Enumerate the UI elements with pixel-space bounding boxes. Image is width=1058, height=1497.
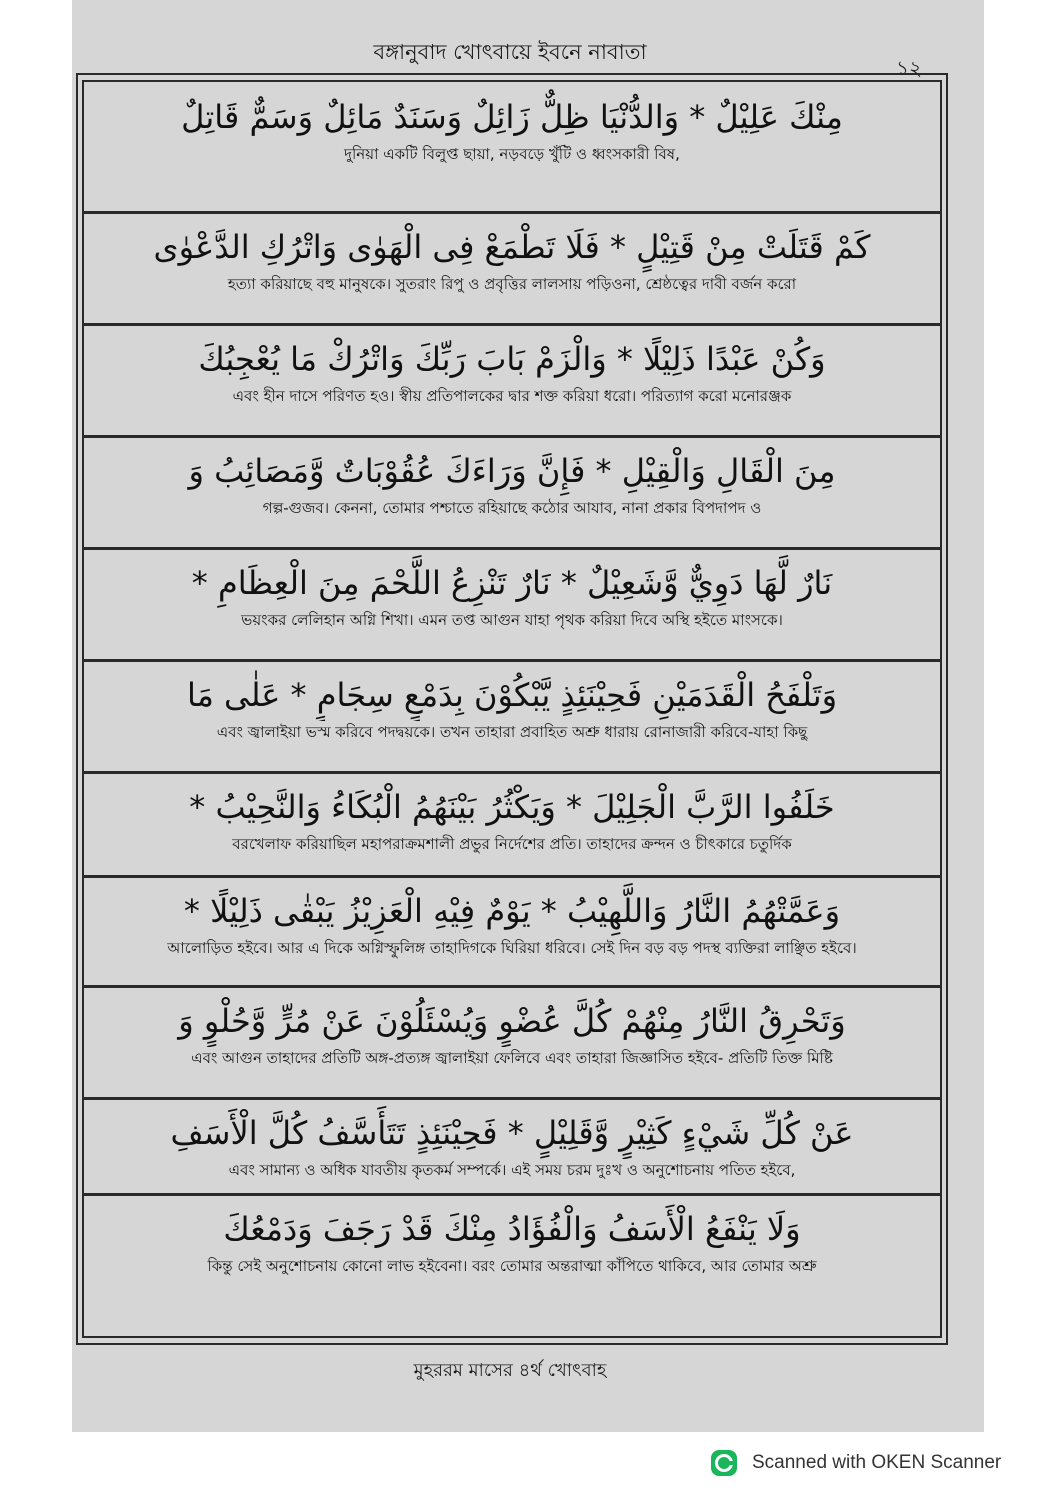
bengali-translation: এবং জ্বালাইয়া ভস্ম করিবে পদদ্বয়কে। তখন তাহারা প্রবাহিত অশ্রু ধারায় রোনাজারী করিবে-যাহা কিছু — [216, 723, 808, 742]
verse-block — [84, 662, 940, 774]
verse-block — [84, 326, 940, 438]
bengali-translation: এবং সামান্য ও অধিক যাবতীয় কৃতকর্ম সম্পর্কে। এই সময় চরম দুঃখ ও অনুশোচনায় পতিত হইবে, — [228, 1161, 796, 1180]
arabic-text: وَكُنْ عَبْدًا ذَلِيْلًا * وَالْزَمْ بَابَ رَبِّكَ وَاتْرُكْ مَا يُعْجِبُكَ — [198, 340, 826, 378]
scanner-logo-icon — [710, 1449, 738, 1477]
scanner-label: Scanned with OKEN Scanner — [752, 1452, 1002, 1473]
verse-block — [84, 774, 940, 878]
arabic-text: مِنْكَ عَلِيْلٌ * وَالدُّنْيَا ظِلٌّ زَائِلٌ وَسَنَدٌ مَائِلٌ وَسَمٌّ قَاتِلٌ — [181, 98, 843, 136]
arabic-text: عَنْ كُلِّ شَيْءٍ كَثِيْرٍ وَّقَلِيْلٍ * فَحِيْنَئِذٍ تَتَأَسَّفُ كُلَّ الْأَسَفِ — [170, 1114, 854, 1152]
scanner-watermark — [710, 1448, 1001, 1478]
verse-block — [84, 1196, 940, 1336]
verse-block — [84, 84, 940, 214]
arabic-text: وَتَحْرِقُ النَّارُ مِنْهُمْ كُلَّ عُضْوٍ وَيُسْئَلُوْنَ عَنْ مُرٍّ وَّحُلْوٍ وَ — [178, 1002, 846, 1040]
bengali-translation: গল্প-গুজব। কেননা, তোমার পশ্চাতে রহিয়াছে কঠোর আযাব, নানা প্রকার বিপদাপদ ও — [262, 499, 762, 518]
bengali-translation: আলোড়িত হইবে। আর এ দিকে অগ্নিস্ফুলিঙ্গ তাহাদিগকে ঘিরিয়া ধরিবে। সেই দিন বড় বড় পদস্থ ব্যক্তিরা লাঞ্ছিত হইবে। — [167, 939, 857, 958]
verse-block — [84, 214, 940, 326]
bengali-translation: হত্যা করিয়াছে বহু মানুষকে। সুতরাং রিপু ও প্রবৃত্তির লালসায় পড়িওনা, শ্রেষ্ঠত্বের দাবী বর্জন করো — [227, 275, 797, 294]
arabic-text: كَمْ قَتَلَتْ مِنْ قَتِيْلٍ * فَلَا تَطْمَعْ فِى الْهَوٰى وَاتْرُكِ الدَّعْوٰى — [153, 228, 871, 266]
arabic-text: خَلَفُوا الرَّبَّ الْجَلِيْلَ * وَيَكْثُرُ بَيْنَهُمُ الْبُكَاءُ وَالنَّحِيْبُ * — [189, 788, 835, 826]
bengali-translation: এবং আগুন তাহাদের প্রতিটি অঙ্গ-প্রত্যঙ্গ জ্বালাইয়া ফেলিবে এবং তাহারা জিজ্ঞাসিত হইবে- প্রতিটি তিক্ত মিষ্টি — [191, 1049, 833, 1068]
bengali-translation: ভয়ংকর লেলিহান অগ্নি শিখা। এমন তপ্ত আগুন যাহা পৃথক করিয়া দিবে অস্থি হইতে মাংসকে। — [241, 611, 783, 630]
verse-block — [84, 438, 940, 550]
page-number: ১২ — [896, 56, 922, 80]
verse-block — [84, 878, 940, 988]
running-footer: মুহররম মাসের ৪র্থ খোৎবাহ — [413, 1360, 607, 1381]
bengali-translation: কিন্তু সেই অনুশোচনায় কোনো লাভ হইবেনা। বরং তোমার অন্তরাত্মা কাঁপিতে থাকিবে, আর তোমার অশ্রু — [207, 1257, 817, 1276]
bengali-translation: দুনিয়া একটি বিলুপ্ত ছায়া, নড়বড়ে খুঁটি ও ধ্বংসকারী বিষ, — [344, 145, 680, 164]
arabic-text: وَتَلْفَحُ الْقَدَمَيْنِ فَحِيْنَئِذٍ يَّبْكُوْنَ بِدَمْعٍ سِجَامٍ * عَلٰى مَا — [186, 676, 838, 714]
bengali-translation: বরখেলাফ করিয়াছিল মহাপরাক্রমশালী প্রভুর নির্দেশের প্রতি। তাহাদের ক্রন্দন ও চীৎকারে চতুর্দিক — [232, 835, 792, 854]
arabic-text: وَعَمَّتْهُمُ النَّارُ وَاللَّهِيْبُ * يَوْمٌ فِيْهِ الْعَزِيْزُ يَبْقٰى ذَلِيْلًا * — [183, 892, 841, 930]
verse-block — [84, 1100, 940, 1196]
bengali-translation: এবং হীন দাসে পরিণত হও। স্বীয় প্রতিপালকের দ্বার শক্ত করিয়া ধরো। পরিত্যাগ করো মনোরঞ্জক — [232, 387, 792, 406]
running-header: বঙ্গানুবাদ খোৎবায়ে ইবনে নাবাতা — [373, 40, 647, 64]
verse-block — [84, 550, 940, 662]
arabic-text: نَارٌ لَّهَا دَوِيٌّ وَّشَعِيْلٌ * نَارٌ تَنْزِعُ اللَّحْمَ مِنَ الْعِظَامِ * — [191, 564, 833, 602]
arabic-text: وَلَا يَنْفَعُ الْأَسَفُ وَالْفُؤَادُ مِنْكَ قَدْ رَجَفَ وَدَمْعُكَ — [223, 1210, 801, 1248]
verse-block — [84, 988, 940, 1100]
arabic-text: مِنَ الْقَالِ وَالْقِيْلِ * فَإِنَّ وَرَاءَكَ عُقُوْبَاتٌ وَّمَصَائِبُ وَ — [188, 452, 836, 490]
